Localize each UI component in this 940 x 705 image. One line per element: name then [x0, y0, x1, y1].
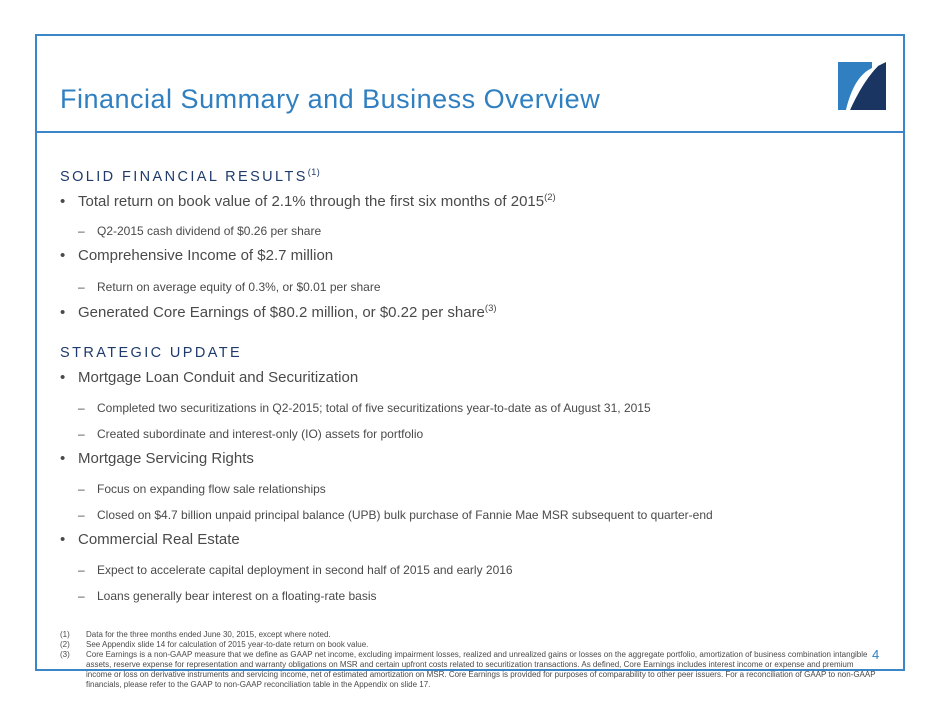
bullet-core-earnings: • Generated Core Earnings of $80.2 million, or $0.22 per share$^{(3)}$: [60, 303, 497, 321]
sub-bullet-subordinate-assets: – Created subordinate and interest-only (IO) assets for portfolio: [78, 427, 424, 441]
bullet-mortgage-servicing: • Mortgage Servicing Rights: [60, 450, 254, 467]
bullet-total-return: • Total return on book value of 2.1% through the first six months of 2015$^{(2)}$: [60, 192, 556, 210]
sub-bullet-floating-rate: – Loans generally bear interest on a floating-rate basis: [78, 589, 377, 603]
section-heading-strategic-update: STRATEGIC UPDATE: [60, 345, 243, 361]
company-logo-icon: [838, 62, 886, 110]
bullet-mortgage-conduit: • Mortgage Loan Conduit and Securitization: [60, 369, 359, 386]
bullet-comprehensive-income: • Comprehensive Income of $2.7 million: [60, 247, 334, 264]
title-divider: [35, 131, 905, 133]
section-heading-financial-results: SOLID FINANCIAL RESULTS$^{(1)}$: [60, 167, 321, 185]
sub-bullet-return-on-equity: – Return on average equity of 0.3%, or $0.01 per share: [78, 280, 381, 294]
page-title: Financial Summary and Business Overview: [60, 84, 601, 114]
sub-bullet-securitizations: – Completed two securitizations in Q2-2015; total of five securitizations year-to-date as of August 31, 2015: [78, 401, 651, 415]
sub-bullet-flow-sale: – Focus on expanding flow sale relationships: [78, 482, 326, 496]
sub-bullet-msr-purchase: – Closed on $4.7 billion unpaid principal balance (UPB) bulk purchase of Fannie Mae MSR subsequent to quarter-end: [78, 508, 713, 522]
sub-bullet-dividend: – Q2-2015 cash dividend of $0.26 per share: [78, 224, 322, 238]
bullet-commercial-real-estate: • Commercial Real Estate: [60, 531, 240, 548]
sub-bullet-capital-deployment: – Expect to accelerate capital deployment in second half of 2015 and early 2016: [78, 563, 513, 577]
page-number: 4: [872, 647, 880, 662]
